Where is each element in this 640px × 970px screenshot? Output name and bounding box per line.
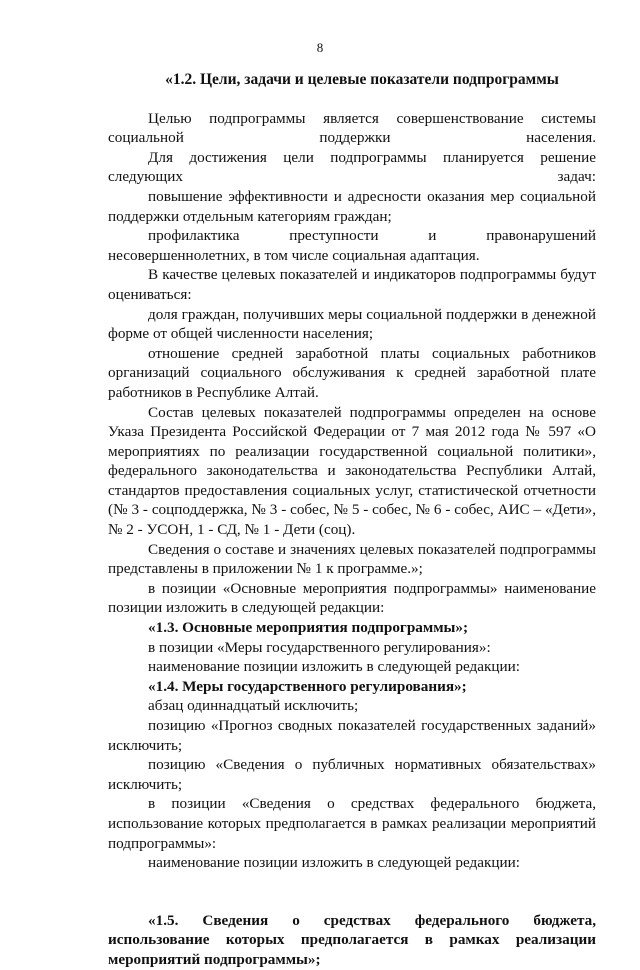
paragraph-indicator-1: доля граждан, получивших меры социальной поддержки в денежной форме от общей численности населения; [108,305,596,343]
paragraph-regulation-position: в позиции «Меры государственного регулирования»: [148,638,491,656]
paragraph-federal-budget-position: в позиции «Сведения о средствах федерального бюджета, использование которых предполагается в рамках реализации мероприятий подпрограммы»: [108,795,596,852]
document-body [108,70,596,970]
heading-1-4: «1.4. Меры государственного регулирования»; [148,677,467,695]
paragraph-tasks-intro: Для достижения цели подпрограммы планируется решение следующих задач: [108,148,596,186]
paragraph-main-activities-position: в позиции «Основные мероприятия подпрограммы» наименование позиции изложить в следующей редакции: [108,579,596,617]
paragraph-exclude-forecast: позицию «Прогноз сводных показателей государственных заданий» исключить; [108,717,596,754]
paragraph-indicators-basis: Состав целевых показателей подпрограммы определен на основе Указа Президента Российской Федерации от 7 мая 2012 года № 597 «О мероприятиях по реализации государственной социальной политики», федерального законодательства и законодательства Республики Алтай, стандартов предоставления социальных услуг, статистической отчетности (№ 3 - соцподдержка, № 3 - собес, № 5 - собес, № 6 - собес, АИС – «Дети», № 2 - УСОН, 1 - СД, № 1 - Дети (соц). [108,403,596,539]
paragraph-task-2: профилактика преступности и правонарушений несовершеннолетних, в том числе социальная адаптация. [108,227,596,264]
heading-1-3: «1.3. Основные мероприятия подпрограммы»; [148,619,469,637]
heading-1-5: «1.5. Сведения о средствах федерального бюджета, использование которых предполагается в рамках реализации мероприятий подпрограммы»; [108,911,596,968]
paragraph-rename-position: наименование позиции изложить в следующей редакции: [148,658,520,676]
paragraph-exclude-paragraph: абзац одиннадцатый исключить; [148,697,359,715]
paragraph-exclude-obligations: позицию «Сведения о публичных нормативных обязательствах» исключить; [108,756,596,793]
page-number: 8 [316,40,324,55]
spacer [108,873,596,911]
section-title: «1.2. Цели, задачи и целевые показатели подпрограммы [165,71,559,88]
paragraph-goal: Целью подпрограммы является совершенствование системы социальной поддержки населения. [108,109,596,147]
paragraph-indicator-2: отношение средней заработной платы социальных работников организаций социального обслуживания к средней заработной плате работников в Республике Алтай. [108,344,596,401]
paragraph-indicators-appendix: Сведения о составе и значениях целевых показателей подпрограммы представлены в приложении № 1 к программе.»; [108,540,596,578]
paragraph-rename-position-2: наименование позиции изложить в следующей редакции: [148,854,520,872]
paragraph-indicators-intro: В качестве целевых показателей и индикаторов подпрограммы будут оцениваться: [108,266,596,303]
paragraph-task-1: повышение эффективности и адресности оказания мер социальной поддержки отдельным категориям граждан; [108,187,596,225]
